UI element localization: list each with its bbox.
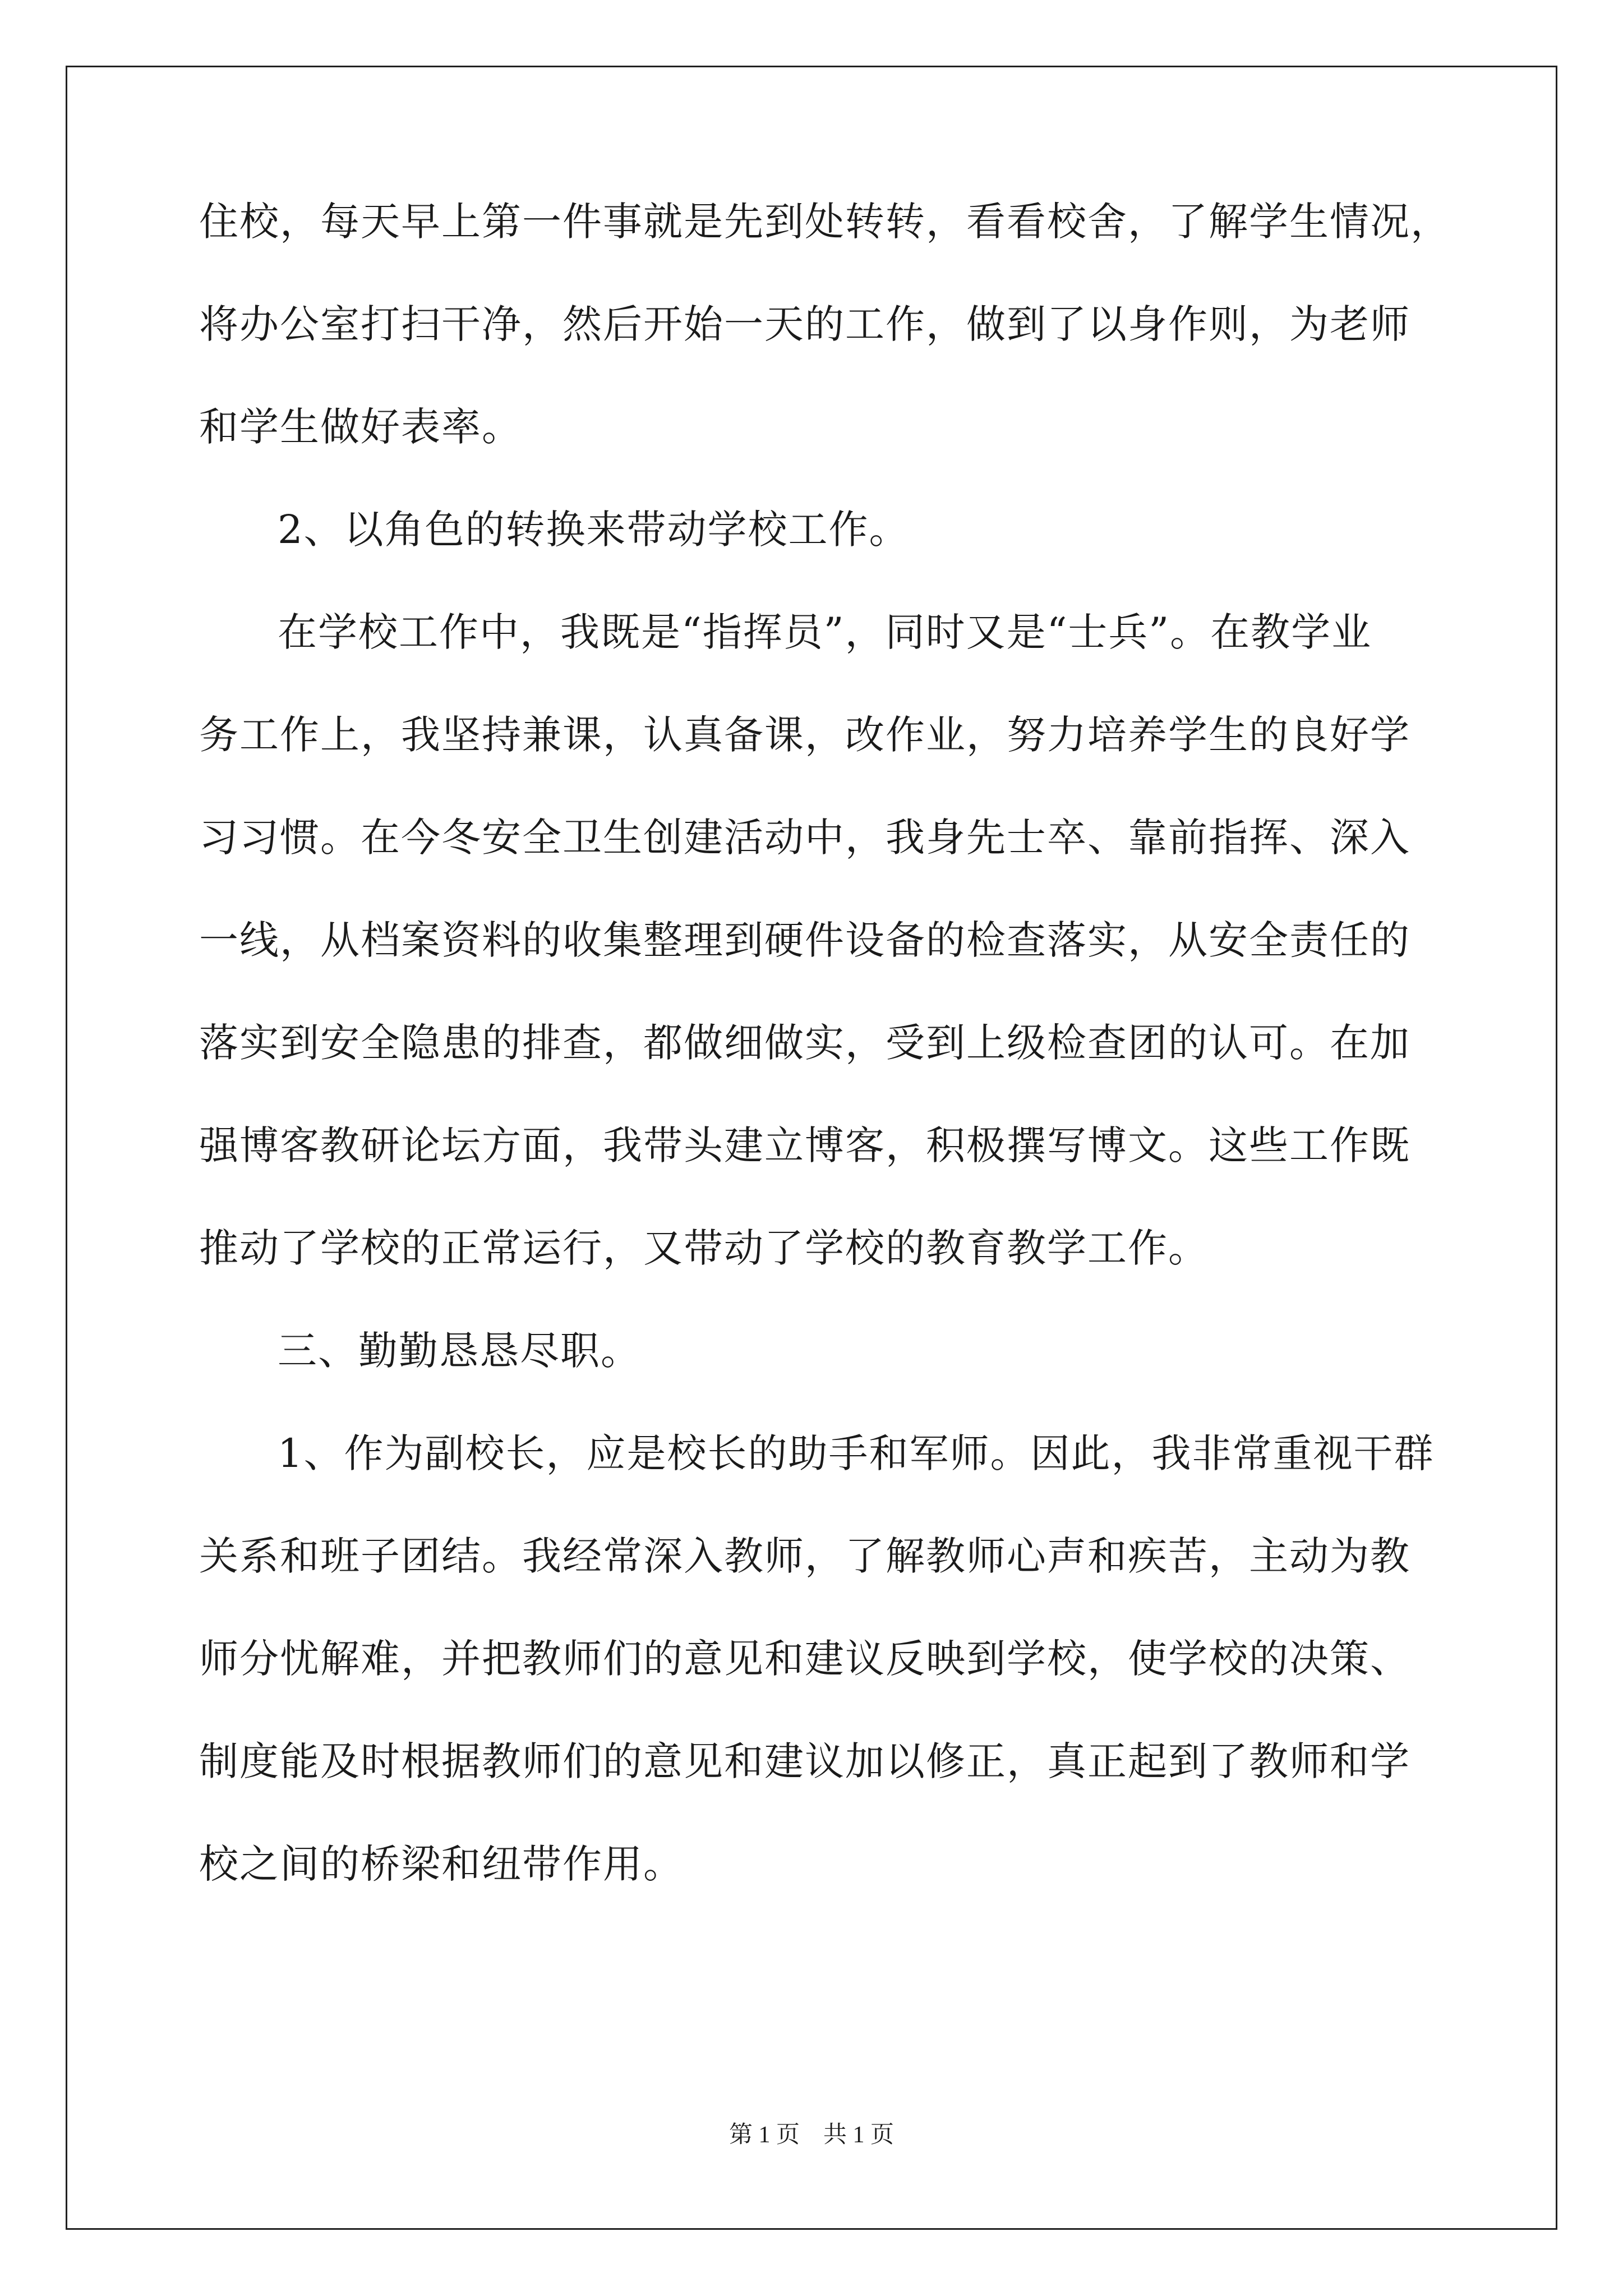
text-line: 务工作上，我坚持兼课，认真备课，改作业，努力培养学生的良好学 <box>199 712 1410 758</box>
paragraph-heading: 2、以角色的转换来带动学校工作。 <box>278 507 910 553</box>
text-line: 在学校工作中，我既是“指挥员”，同时又是“士兵”。在教学业 <box>278 609 1372 655</box>
text-line: 关系和班子团结。我经常深入教师，了解教师心声和疾苦，主动为教 <box>199 1533 1410 1579</box>
page-number: 第 1 页 共 1 页 <box>728 2122 894 2148</box>
text-line: 师分忧解难，并把教师们的意见和建议反映到学校，使学校的决策、 <box>199 1636 1410 1682</box>
text-line: 制度能及时根据教师们的意见和建议加以修正，真正起到了教师和学 <box>199 1738 1410 1784</box>
text-line: 强博客教研论坛方面，我带头建立博客，积极撰写博文。这些工作既 <box>199 1122 1410 1168</box>
text-line: 一线，从档案资料的收集整理到硬件设备的检查落实，从安全责任的 <box>199 917 1410 963</box>
text-line: 住校，每天早上第一件事就是先到处转转，看看校舍，了解学生情况， <box>199 199 1451 245</box>
text-line: 1、作为副校长，应是校长的助手和军师。因此，我非常重视干群 <box>278 1430 1435 1476</box>
text-line: 推动了学校的正常运行，又带动了学校的教育教学工作。 <box>199 1225 1209 1271</box>
text-line: 习习惯。在今冬安全卫生创建活动中，我身先士卒、靠前指挥、深入 <box>199 815 1410 861</box>
text-line: 校之间的桥梁和纽带作用。 <box>199 1841 684 1887</box>
text-line: 将办公室打扫干净，然后开始一天的工作，做到了以身作则，为老师 <box>199 301 1410 347</box>
text-line: 和学生做好表率。 <box>199 404 522 450</box>
text-line: 落实到安全隐患的排查，都做细做实，受到上级检查团的认可。在加 <box>199 1020 1410 1066</box>
section-heading: 三、勤勤恳恳尽职。 <box>278 1328 641 1374</box>
